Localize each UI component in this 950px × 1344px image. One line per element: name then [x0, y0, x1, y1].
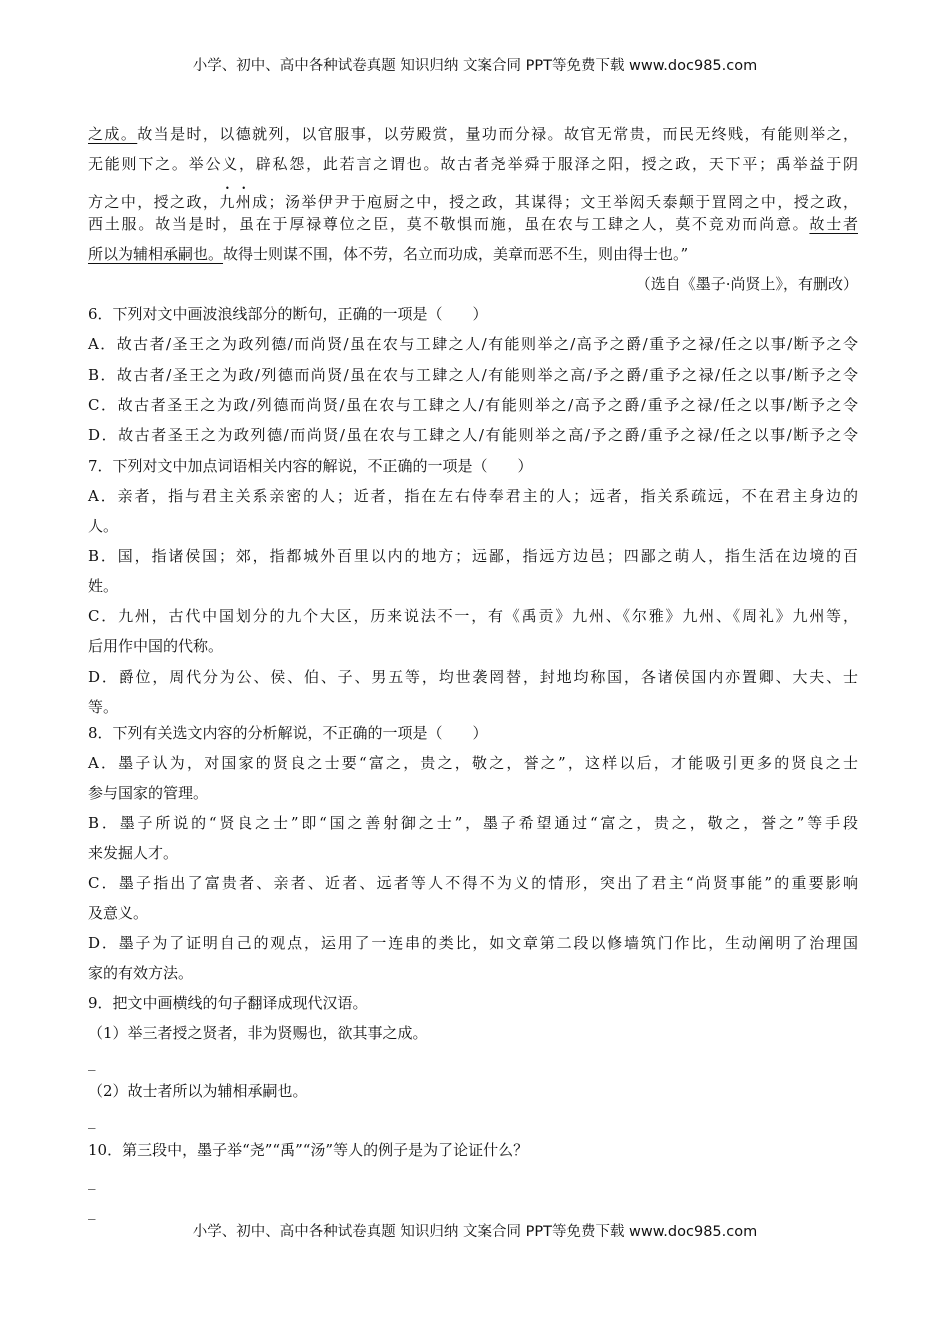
- underlined-sentence: 所以为辅相承嗣也。: [88, 245, 224, 263]
- question-10-stem: 10．第三段中，墨子举“尧”“禹”“汤”等人的例子是为了论证什么？: [88, 1141, 529, 1159]
- q9-sub-2: （2）故士者所以为辅相承嗣也。: [88, 1082, 308, 1100]
- passage-source: （选自《墨子·尚贤上》，有删改）: [635, 275, 858, 293]
- q8-option-c-cont: 及意义。: [88, 904, 149, 922]
- question-7-stem: 7．下列对文中加点词语相关内容的解说，不正确的一项是（ ）: [88, 457, 533, 475]
- passage-line: [88, 214, 858, 234]
- q8-option-a-cont: 参与国家的管理。: [88, 784, 209, 802]
- passage-text: 故当是时，以德就列，以官服事，以劳殿赏，量功而分禄。故官无常贵，而民无终贱，有能则举之，: [137, 125, 858, 143]
- q8-option-c: C．墨子指出了富贵者、亲者、近者、远者等人不得不为义的情形，突出了君主“尚贤事能”的重要影响: [88, 874, 858, 892]
- passage-line: 无能则下之。举公义，辟私怨，此若言之谓也。故古者尧举舜于服泽之阳，授之政，天下平；禹举益于阴: [88, 155, 858, 173]
- q9-sub-1: （1）举三者授之贤者，非为贤赐也，欲其事之成。: [88, 1024, 428, 1042]
- answer-blank[interactable]: _: [88, 1111, 96, 1129]
- q7-option-d-cont: 等。: [88, 698, 119, 716]
- q7-option-d: D．爵位，周代分为公、侯、伯、子、男五等，均世袭罔替，封地均称国，各诸侯国内亦置卿、大夫、士: [88, 668, 858, 686]
- underlined-sentence: 故士者: [809, 215, 858, 233]
- q7-option-c: C．九州，古代中国划分的九个大区，历来说法不一，有《禹贡》九州、《尔雅》九州、《周礼》九州等，: [88, 607, 858, 625]
- q8-option-b: B．墨子所说的“贤良之士”即“国之善射御之士”，墨子希望通过“富之，贵之，敬之，誉之”等手段: [88, 814, 858, 832]
- q6-option-c: C．故古者圣王之为政/列德而尚贤/虽在农与工肆之人/有能则举之/高予之爵/重予之禄/任之以事/断予之令: [88, 396, 858, 414]
- answer-blank[interactable]: _: [88, 1053, 96, 1071]
- page-header: 小学、初中、高中各种试卷真题 知识归纳 文案合同 PPT等免费下载 www.doc985.com: [192, 58, 758, 74]
- question-9-stem: 9．把文中画横线的句子翻译成现代汉语。: [88, 994, 368, 1012]
- passage-text: 故得士则谋不围，体不劳，名立而功成，美章而恶不生，则由得士也。”: [223, 245, 689, 263]
- q7-option-b: B．国，指诸侯国；郊，指都城外百里以内的地方；远鄙，指远方边邑；四鄙之萌人，指生活在边境的百: [88, 547, 858, 565]
- question-8-stem: 8．下列有关选文内容的分析解说，不正确的一项是（ ）: [88, 724, 488, 742]
- q6-option-a: A．故古者/圣王之为政列德/而尚贤/虽在农与工肆之人/有能则举之/高予之爵/重予之禄/任之以事/断予之令: [88, 335, 858, 353]
- question-6-stem: 6．下列对文中画波浪线部分的断句，正确的一项是（ ）: [88, 305, 488, 323]
- q6-option-b: B．故古者/圣王之为政/列德而尚贤/虽在农与工肆之人/有能则举之高/予之爵/重予之禄/任之以事/断予之令: [88, 366, 858, 384]
- answer-blank[interactable]: _: [88, 1202, 96, 1220]
- q8-option-b-cont: 来发掘人才。: [88, 844, 179, 862]
- q6-option-d: D．故古者圣王之为政列德/而尚贤/虽在农与工肆之人/有能则举之高/予之爵/重予之禄/任之以事/断予之令: [88, 426, 858, 444]
- passage-text: 西土服。故当是时，虽在于厚禄尊位之臣，莫不敬惧而施，虽在农与工肆之人，莫不竞劝而尚意。: [88, 215, 810, 233]
- q7-option-a-cont: 人。: [88, 517, 119, 535]
- underlined-sentence: 之成。: [88, 125, 138, 143]
- passage-line: [88, 244, 858, 264]
- q8-option-d: D．墨子为了证明自己的观点，运用了一连串的类比，如文章第二段以修墙筑门作比，生动阐明了治理国: [88, 934, 858, 952]
- q8-option-d-cont: 家的有效方法。: [88, 964, 194, 982]
- q7-option-a: A．亲者，指与君主关系亲密的人；近者，指在左右侍奉君主的人；远者，指关系疏远，不在君主身边的: [88, 487, 858, 505]
- q8-option-a: A．墨子认为，对国家的贤良之士要“富之，贵之，敬之，誉之”，这样以后，才能吸引更多的贤良之士: [88, 754, 858, 772]
- answer-blank[interactable]: _: [88, 1172, 96, 1190]
- q7-option-b-cont: 姓。: [88, 577, 119, 595]
- page-footer: 小学、初中、高中各种试卷真题 知识归纳 文案合同 PPT等免费下载 www.doc985.com: [192, 1224, 758, 1240]
- passage-text: 方之中，授之政，: [88, 193, 220, 211]
- passage-text: 成；汤举伊尹于庖厨之中，授之政，其谋得；文王举闳夭泰颠于罝罔之中，授之政，: [252, 193, 858, 211]
- passage-line: [88, 184, 858, 212]
- passage-line: [88, 124, 858, 144]
- q7-option-c-cont: 后用作中国的代称。: [88, 637, 224, 655]
- emphasized-term: 九州: [219, 193, 253, 211]
